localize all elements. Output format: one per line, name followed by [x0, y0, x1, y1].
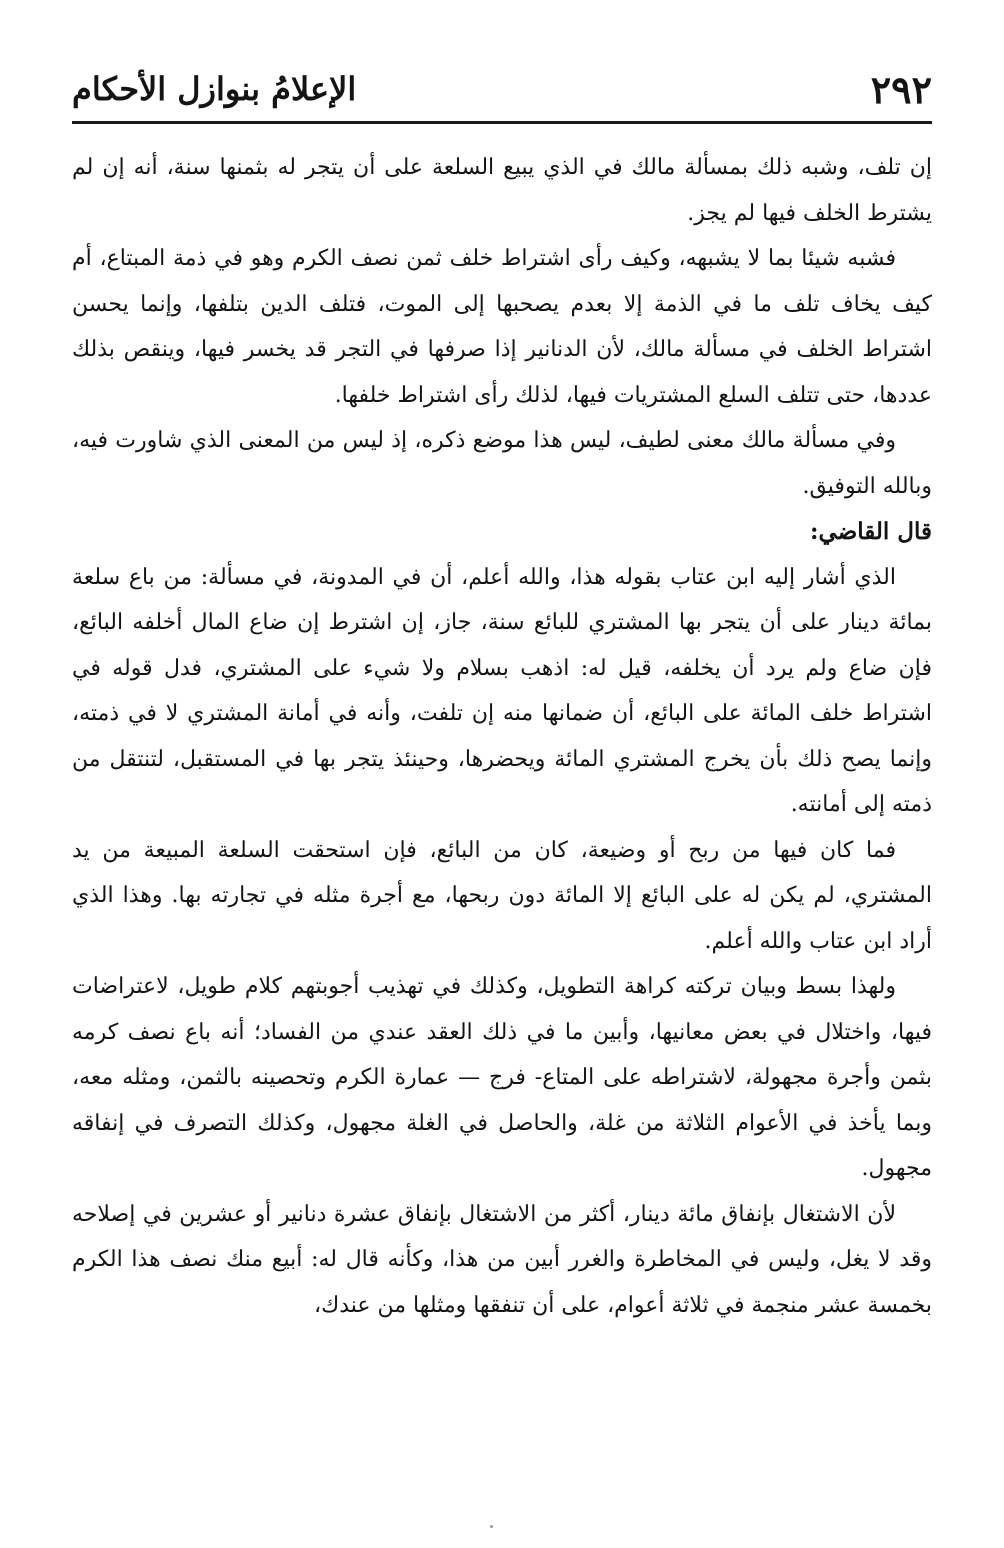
page-number: ٢٩٢: [870, 66, 932, 112]
section-heading: قال القاضي:: [810, 518, 932, 545]
header-rule: [72, 121, 932, 124]
paragraph-3: وفي مسألة مالك معنى لطيف، ليس هذا موضع ذكره، إذ ليس من المعنى الذي شاورت فيه، وبالله التوفيق.: [72, 428, 932, 499]
paragraph-4: الذي أشار إليه ابن عتاب بقوله هذا، والله أعلم، أن في المدونة، في مسألة: من باع سلعة بمائة دينار على أن يتجر بها المشتري للبائع سنة، جاز، إن اشترط إن ضاع المال أخلفه البائع، فإن ضاع ولم يرد أن يخلفه، قيل له: اذهب بسلام ولا شيء على المشتري، فدل قوله في اشتراط خلف المائة على البائع، أن ضمانها منه إن تلفت، وأنه في أمانة المشتري لا في ذمته، وإنما يصح ذلك بأن يخرج المشتري المائة ويحضرها، وحينئذ يتجر بها في المستقبل، لتنتقل من ذمته إلى أمانته.: [72, 564, 932, 817]
paragraph-6: ولهذا بسط وبيان تركته كراهة التطويل، وكذلك في تهذيب أجوبتهم كلام طويل، لاعتراضات فيها، واختلال في بعض معانيها، وأبين ما في ذلك العقد عندي من الفساد؛ أنه باع نصف كرمه بثمن وأجرة مجهولة، لاشتراطه على المتاع- فرج — عمارة الكرم وتحصينه بالثمن، ومثله معه، وبما يأخذ في الأعوام الثلاثة من غلة، والحاصل في الغلة مجهول، وكذلك التصرف في إنفاقه مجهول.: [72, 974, 932, 1181]
page-header: [72, 60, 932, 118]
page-body: [72, 145, 932, 1328]
running-title: الإعلامُ بنوازل الأحكام: [72, 70, 357, 108]
paragraph-7: لأن الاشتغال بإنفاق مائة دينار، أكثر من الاشتغال بإنفاق عشرة دنانير أو عشرين في إصلاحه وقد لا يغل، وليس في المخاطرة والغرر أبين من هذا، وكأنه قال له: أبيع منك نصف هذا الكرم بخمسة عشر منجمة في ثلاثة أعوام، على أن تنفقها ومثلها من عندك،: [72, 1201, 932, 1318]
scan-speck: [490, 1525, 493, 1528]
paragraph-2: فشبه شيئا بما لا يشبهه، وكيف رأى اشتراط خلف ثمن نصف الكرم وهو في ذمة المبتاع، أم كيف يخاف تلف ما في الذمة إلا بعدم يصحبها إلى الموت، فتلف الدين بتلفها، وإنما يحسن اشتراط الخلف في مسألة مالك، لأن الدنانير إذا صرفها في التجر قد يخسر فيها، وينقص بذلك عددها، حتى تتلف السلع المشتريات فيها، لذلك رأى اشتراط خلفها.: [72, 246, 932, 408]
paragraph-1: إن تلف، وشبه ذلك بمسألة مالك في الذي يبيع السلعة على أن يتجر له بثمنها سنة، أنه إن لم يشترط الخلف فيها لم يجز.: [72, 155, 932, 226]
paragraph-5: فما كان فيها من ربح أو وضيعة، كان من البائع، فإن استحقت السلعة المبيعة من يد المشتري، لم يكن له على البائع إلا المائة دون ربحها، مع أجرة مثله في تجارته بها. وهذا الذي أراد ابن عتاب والله أعلم.: [72, 837, 932, 954]
